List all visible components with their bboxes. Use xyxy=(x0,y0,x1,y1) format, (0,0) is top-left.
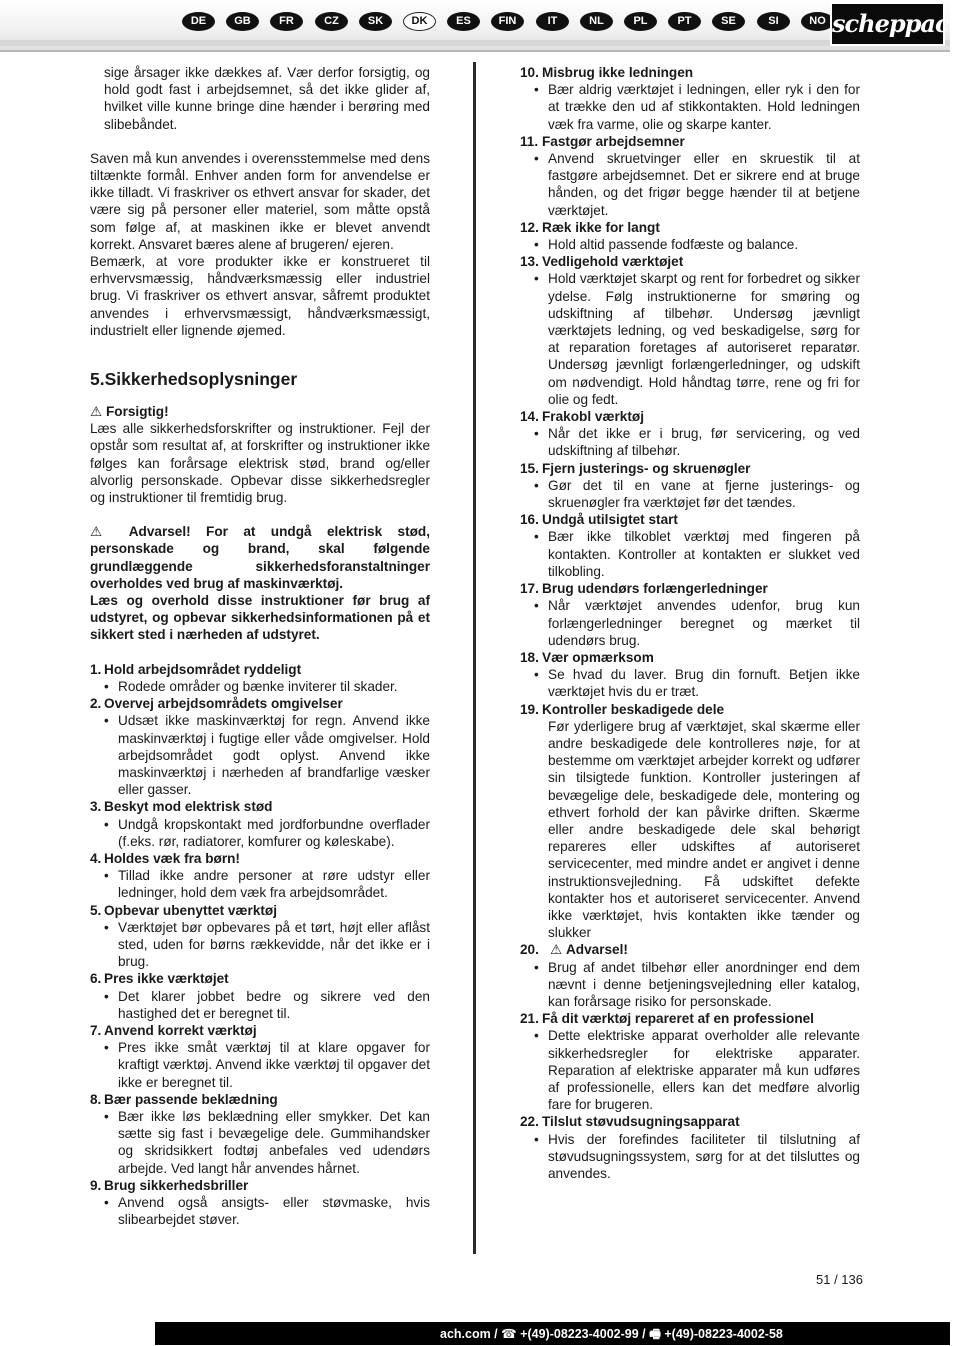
bullet-icon: • xyxy=(104,919,109,935)
item-title-text: Vedligehold værktøjet xyxy=(542,254,684,270)
page-footer xyxy=(0,1322,950,1345)
language-de-button[interactable]: DE xyxy=(182,12,215,31)
item-number: 15. xyxy=(520,460,539,476)
safety-item xyxy=(520,649,860,701)
bullet-point xyxy=(90,712,430,798)
bullet-point xyxy=(90,1194,430,1228)
item-title-text: Ræk ikke for langt xyxy=(542,219,660,235)
item-number: 3. xyxy=(90,799,102,815)
bullet-text: Hold værktøjet skarpt og rent for forbedret og sikker ydelse. Følg instruktionerne for smøring og udskiftning af tilbehør. Undersøg jævnligt værktøjets ledning, og ved beskadigelse, sørg for at reparation foretages af autoriseret reparatør. Undersøg jævnligt forlængerledninger, og udskift om nødvendigt. Hold håndtag tørre, rene og fri for olie og fedt. xyxy=(548,271,860,407)
bullet-text: Undgå kropskontakt med jordforbundne overflader (f.eks. rør, radiatorer, komfurer og køleskabe). xyxy=(118,816,430,849)
safety-item-title xyxy=(520,253,860,270)
item-title-text: Vær opmærksom xyxy=(542,649,654,665)
safety-item-title xyxy=(90,798,430,815)
bullet-text: Anvend skruetvinger eller en skruestik til at fastgøre arbejdsemnet. Det er sikrere end at bruge hånden, og det frigør begge hænder til at betjene værktøjet. xyxy=(548,151,860,218)
safety-item xyxy=(520,1010,860,1113)
item-title-text: Advarsel! xyxy=(565,942,628,958)
bullet-text: Det klarer jobbet bedre og sikrere ved den hastighed det er beregnet til. xyxy=(118,988,430,1021)
safety-item xyxy=(520,408,860,460)
bullet-icon: • xyxy=(534,1028,539,1044)
safety-item-title xyxy=(90,902,430,919)
bullet-point xyxy=(520,666,860,700)
safety-item xyxy=(520,219,860,253)
item-number: 16. xyxy=(520,512,539,528)
safety-list-left xyxy=(90,661,430,1229)
safety-item-title xyxy=(90,1091,430,1108)
bullet-icon: • xyxy=(534,667,539,683)
item-number: 2. xyxy=(90,696,102,712)
caution-title: Forsigtig! xyxy=(105,404,169,420)
language-no-button[interactable]: NO xyxy=(801,12,834,31)
safety-item xyxy=(520,941,860,1010)
bullet-icon: • xyxy=(534,529,539,545)
caution-heading xyxy=(90,403,430,420)
item-title-text: Misbrug ikke ledningen xyxy=(542,65,694,80)
item-title-text: Pres ikke værktøjet xyxy=(104,971,229,987)
bullet-text: Dette elektriske apparat overholder alle relevante sikkerhedsregler for elektriske apparater. Reparation af elektriske apparater må kun udføres af professionelle, ellers kan det medføre alvorlig fare for brugeren. xyxy=(548,1028,860,1113)
safety-item-title xyxy=(520,580,860,597)
item-number: 19. xyxy=(520,701,539,717)
safety-item-title xyxy=(520,219,860,236)
safety-item xyxy=(520,511,860,580)
safety-item xyxy=(90,1091,430,1177)
bullet-point xyxy=(520,81,860,133)
language-pt-button[interactable]: PT xyxy=(668,12,701,31)
item-number: 4. xyxy=(90,850,102,866)
bullet-text: Brug af andet tilbehør eller anordninger end dem nævnt i denne betjeningsvejledning eller katalog, kan forårsage risiko for personskade. xyxy=(548,959,860,1009)
bullet-text: Værktøjet bør opbevares på et tørt, højt eller aflåst sted, uden for børns rækkevidde, når det ikke er i brug. xyxy=(118,919,430,970)
disclaimer-paragraph: Bemærk, at vore produkter ikke er konstrueret til erhvervsmæssig, håndværksmæssig eller industriel brug. Vi fraskriver os ethvert ansvar, såfremt produktet anvendes i erhvervsmæssigt, håndværksmæssigt, industrielt eller lignende øjemed. xyxy=(90,254,430,338)
item-title-text: Hold arbejdsområdet ryddeligt xyxy=(104,661,302,677)
language-si-button[interactable]: SI xyxy=(757,12,790,31)
bullet-point xyxy=(90,816,430,850)
bullet-icon: • xyxy=(104,988,109,1004)
safety-item-title xyxy=(520,460,860,477)
bullet-icon: • xyxy=(104,678,109,694)
item-number: 9. xyxy=(90,1177,102,1193)
brand-logo: scheppach xyxy=(830,2,945,46)
bullet-point xyxy=(90,919,430,971)
safety-item xyxy=(520,253,860,408)
bullet-point xyxy=(90,988,430,1022)
safety-item xyxy=(90,695,430,798)
item-title-text: Tilslut støvudsugningsapparat xyxy=(542,1114,740,1130)
warning-text-1: Advarsel! For at undgå elektrisk stød, personskade og brand, skal følgende grundlæggende sikkerhedsforanstaltninger overholdes ved brug af maskinværktøj. xyxy=(90,524,431,591)
safety-item xyxy=(520,701,860,942)
bullet-point xyxy=(520,959,860,1011)
bullet-icon: • xyxy=(534,82,539,98)
caution-text: Læs alle sikkerhedsforskrifter og instruktioner. Fejl der opstår som resultat af, at forskrifter og instruktioner ikke følges kan forårsage elektrisk stød, brand og/eller alvorlig personskade. Opbevar disse sikkerhedsregler og instruktioner til fremtidig brug. xyxy=(90,421,430,506)
bullet-text: Rodede områder og bænke inviterer til skader. xyxy=(118,678,398,694)
safety-item xyxy=(520,133,860,219)
warning-triangle-icon: ⚠ xyxy=(90,524,114,540)
safety-item-title xyxy=(90,970,430,987)
bullet-text: Bær aldrig værktøjet i ledningen, eller ryk i den for at trække den ud af stikkontakten. Hold ledningen væk fra varme, olie og skarpe kanter. xyxy=(548,82,860,132)
bullet-icon: • xyxy=(534,237,539,253)
item-number: 10. xyxy=(520,65,539,80)
safety-item-title xyxy=(90,661,430,678)
bullet-text: Bær ikke tilkoblet værktøj med fingeren på kontakten. Kontroller at kontakten er slukket ved tilkobling. xyxy=(548,529,860,579)
safety-item-title xyxy=(520,649,860,666)
section-title: 5.Sikkerhedsoplysninger xyxy=(90,369,298,390)
bullet-point xyxy=(520,528,860,580)
bullet-point xyxy=(90,678,430,695)
safety-list-right xyxy=(520,64,860,1182)
item-number: 18. xyxy=(520,649,539,665)
language-sk-button[interactable]: SK xyxy=(359,12,392,31)
bullet-icon: • xyxy=(104,868,109,884)
bullet-point xyxy=(520,236,860,253)
bullet-point xyxy=(90,1039,430,1091)
item-title-text: Få dit værktøj repareret af en professionel xyxy=(542,1011,814,1027)
bullet-text: Når det ikke er i brug, før servicering, og ved udskiftning af tilbehør. xyxy=(548,426,860,459)
item-title-text: Brug udendørs forlængerledninger xyxy=(542,581,768,597)
safety-item-title xyxy=(520,1113,860,1130)
bullet-point xyxy=(520,150,860,219)
safety-item xyxy=(90,850,430,902)
item-number: 12. xyxy=(520,219,539,235)
safety-item-title xyxy=(90,1022,430,1039)
item-title-text: Fjern justerings- og skruenøgler xyxy=(542,460,751,476)
safety-item-title xyxy=(90,695,430,712)
bullet-point xyxy=(90,1108,430,1177)
safety-item-title xyxy=(520,701,860,718)
safety-item-title xyxy=(520,511,860,528)
column-divider xyxy=(473,62,476,1254)
item-number: 14. xyxy=(520,409,539,425)
item-number: 22. xyxy=(520,1114,539,1130)
bullet-icon: • xyxy=(534,477,539,493)
bullet-point xyxy=(520,270,860,408)
item-number: 5. xyxy=(90,902,102,918)
item-number: 11. xyxy=(520,133,539,149)
bullet-text: Gør det til en vane at fjerne justerings- og skruenøgler fra værktøjet før det tændes. xyxy=(548,477,860,511)
item-number: 1. xyxy=(90,661,102,677)
safety-item xyxy=(90,1177,430,1229)
bullet-point xyxy=(520,1131,860,1183)
intended-use-paragraph: Saven må kun anvendes i overensstemmelse med dens tiltænkte formål. Enhver anden form for anvendelse er ikke tilladt. Vi fraskriver os ethvert ansvar for skader, det være sig på personer eller materiel, som måtte opstå som følge af, at maskinen ikke er blevet anvendt korrekt. Ansvaret bæres alene af brugeren/ ejeren. xyxy=(90,150,430,252)
safety-item xyxy=(90,798,430,850)
bullet-icon: • xyxy=(534,426,539,442)
bullet-icon: • xyxy=(534,959,539,975)
item-title-text: Bær passende beklædning xyxy=(104,1091,278,1107)
bullet-point xyxy=(520,477,860,511)
safety-item-title xyxy=(520,1010,860,1027)
bullet-icon: • xyxy=(104,816,109,832)
bullet-text: Bær ikke løs beklædning eller smykker. Det kan sætte sig fast i bevægelige dele. Gummihandsker og skridsikkert fodtøj anbefales ved udendørs arbejde. Ved langt hår anvendes hårnet. xyxy=(118,1108,430,1176)
bullet-text: Hold altid passende fodfæste og balance. xyxy=(548,237,799,253)
item-body-text: Før yderligere brug af værktøjet, skal skærme eller andre beskadigede dele kontrolleres nøje, for at bestemme om værktøjet arbejder korrekt og udfører sin tilsigtede funktion. Kontroller justeringen af bevægelige dele, beskadigede dele, montering og ethvert forhold der kan påvirke driften. Skærme eller andre beskadigede dele skal behørigt repareres eller udskiftes af autoriseret servicecenter, med mindre andet er angivet i denne instruktionsvejledning. Få udskiftet defekte kontakter hos et autoriseret servicecenter. Anvend ikke værktøjet, hvis kontakten ikke tænder og slukker xyxy=(548,718,861,941)
bullet-icon: • xyxy=(104,1194,109,1210)
item-title-text: Brug sikkerhedsbriller xyxy=(104,1177,249,1193)
safety-item xyxy=(520,1113,860,1182)
footer-contact: ach.com / ☎ +(49)-08223-4002-99 / 🖷 +(49)-08223-4002-58 xyxy=(440,1327,783,1341)
safety-item-title xyxy=(520,133,860,150)
item-title-text: Beskyt mod elektrisk stød xyxy=(104,799,273,815)
bullet-icon: • xyxy=(104,1108,109,1124)
item-number: 8. xyxy=(90,1091,102,1107)
safety-item xyxy=(90,1022,430,1091)
bullet-icon: • xyxy=(534,598,539,614)
warning-triangle-icon: ⚠ xyxy=(550,942,566,958)
item-title-text: Anvend korrekt værktøj xyxy=(104,1022,257,1038)
bullet-icon: • xyxy=(534,271,539,287)
bullet-text: Se hvad du laver. Brug din fornuft. Betjen ikke værktøjet hvis du er træt. xyxy=(548,667,860,700)
item-number: 17. xyxy=(520,581,539,597)
language-se-button[interactable]: SE xyxy=(712,12,745,31)
bullet-icon: • xyxy=(534,151,539,167)
safety-item xyxy=(90,902,430,971)
safety-item-title xyxy=(520,408,860,425)
bullet-text: Anvend også ansigts- eller støvmaske, hvis slibearbejdet støver. xyxy=(118,1194,430,1228)
bullet-text: Når værktøjet anvendes udenfor, brug kun forlængerledninger beregnet og mærket til udendørs brug. xyxy=(548,598,860,648)
language-it-button[interactable]: IT xyxy=(536,12,569,31)
safety-item-title xyxy=(90,850,430,867)
safety-item xyxy=(90,970,430,1022)
safety-item-title xyxy=(90,1177,430,1194)
language-fr-button[interactable]: FR xyxy=(270,12,303,31)
safety-item-title xyxy=(520,941,860,958)
bullet-text: Pres ikke småt værktøj til at klare opgaver for kraftigt værktøj. Anvend ikke værktøj til opgaver det ikke er beregnet til. xyxy=(118,1040,430,1090)
header-stripe xyxy=(0,40,950,46)
right-column xyxy=(520,64,860,1182)
safety-item xyxy=(520,460,860,512)
safety-item xyxy=(90,661,430,695)
warning-text-2: Læs og overhold disse instruktioner før brug af udstyret, og opbevar sikkerhedsinformationen på et sikkert sted i nærheden af udstyret. xyxy=(90,593,430,643)
bullet-text: Udsæt ikke maskinværktøj for regn. Anvend ikke maskinværktøj i fugtige eller våde omgivelser. Hold arbejdsområdet godt oplyst. Anvend ikke maskinværktøj i nærheden af brandfarlige væsker eller gasser. xyxy=(118,713,430,798)
safety-item xyxy=(520,580,860,649)
bullet-point xyxy=(520,425,860,459)
safety-item-title xyxy=(520,64,860,81)
page-number: 51 / 136 xyxy=(816,1272,863,1287)
bullet-point xyxy=(90,867,430,901)
bullet-icon: • xyxy=(104,1040,109,1056)
left-column xyxy=(90,64,430,1228)
language-es-button[interactable]: ES xyxy=(447,12,480,31)
item-title-text: Holdes væk fra børn! xyxy=(104,850,240,866)
bullet-point xyxy=(520,597,860,649)
language-fin-button[interactable]: FIN xyxy=(491,12,524,31)
item-number: 13. xyxy=(520,254,539,270)
item-title-text: Undgå utilsigtet start xyxy=(542,512,678,528)
bullet-text: Tillad ikke andre personer at røre udstyr eller ledninger, hold dem væk fra arbejdsområdet. xyxy=(118,868,430,901)
bullet-icon: • xyxy=(534,1131,539,1147)
warning-triangle-icon: ⚠ xyxy=(90,404,103,420)
page-header xyxy=(0,0,965,52)
item-title-text: Fastgør arbejdsemner xyxy=(542,133,685,149)
language-nl-button[interactable]: NL xyxy=(580,12,613,31)
item-number: 21. xyxy=(520,1011,539,1027)
warning-block xyxy=(90,523,430,592)
language-pl-button[interactable]: PL xyxy=(624,12,657,31)
language-gb-button[interactable]: GB xyxy=(226,12,259,31)
footer-blank xyxy=(0,1322,155,1345)
bullet-point xyxy=(520,1027,860,1113)
item-number: 6. xyxy=(90,971,102,987)
item-number: 20. xyxy=(520,942,539,958)
intro-paragraph: sige årsager ikke dækkes af. Vær derfor forsigtig, og hold godt fast i arbejdsemnet, så det ikke glider af, hvilket ville kunne bringe dine hænder i berøring med slibebåndet. xyxy=(104,65,430,132)
language-cz-button[interactable]: CZ xyxy=(315,12,348,31)
safety-item xyxy=(520,64,860,133)
item-title-text: Kontroller beskadigede dele xyxy=(542,701,725,717)
item-title-text: Overvej arbejdsområdets omgivelser xyxy=(104,696,343,712)
item-title-text: Opbevar ubenyttet værktøj xyxy=(104,902,277,918)
item-title-text: Frakobl værktøj xyxy=(542,409,644,425)
bullet-icon: • xyxy=(104,713,109,729)
language-dk-button[interactable]: DK xyxy=(403,12,436,31)
bullet-text: Hvis der forefindes faciliteter til tilslutning af støvudsugningssystem, sørg for at det tilsluttes og anvendes. xyxy=(548,1131,860,1181)
item-number: 7. xyxy=(90,1022,102,1038)
